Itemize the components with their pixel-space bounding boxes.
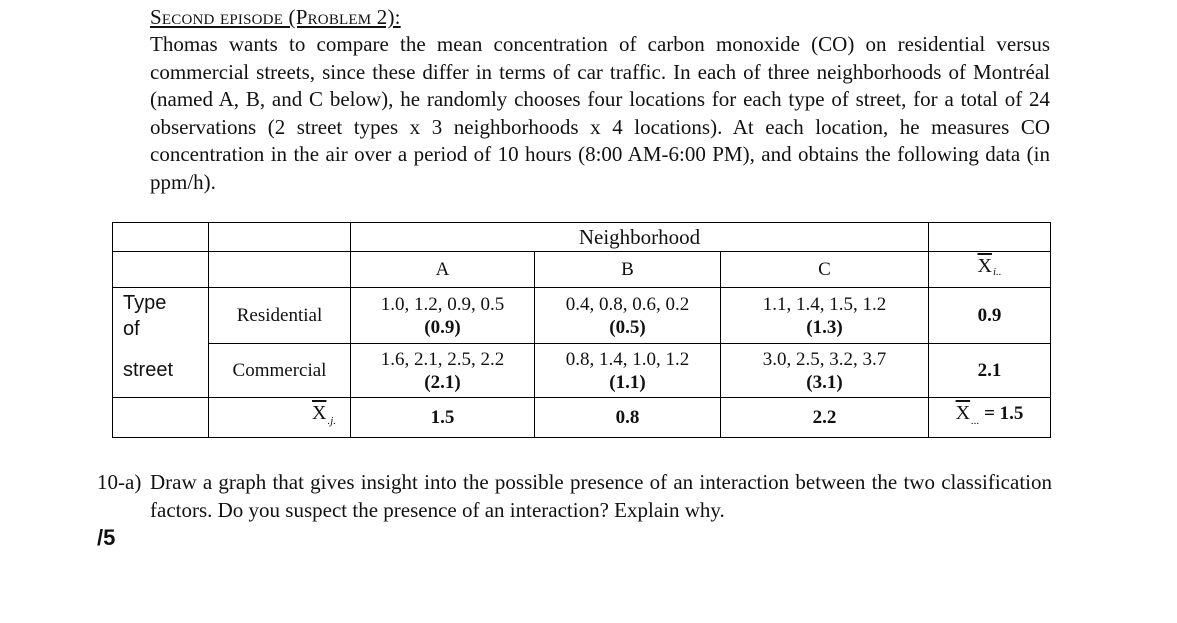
question-text: Draw a graph that gives insight into the possible presence of an interaction between the two classification factors. Do you suspect the presence of an interaction? Explain why. [150, 470, 1052, 522]
problem-heading: Second episode (Problem 2): [150, 5, 401, 29]
row-label-commercial: Commercial [209, 344, 351, 398]
row-mean-subscript: i.. [992, 266, 1002, 278]
cell-commercial-a [351, 344, 535, 398]
column-header-c: C [721, 252, 929, 288]
column-mean-a: 1.5 [351, 398, 535, 438]
row-label-residential: Residential [209, 288, 351, 344]
row-mean-symbol: $\overline{X}$ [977, 255, 992, 277]
points-label: /5 [97, 525, 116, 550]
row-mean-residential: 0.9 [929, 288, 1051, 344]
column-mean-symbol: $\overline{X}$ [311, 402, 327, 424]
row-group-label-line1: Type [123, 291, 167, 314]
cell-commercial-b [535, 344, 721, 398]
cell-values: 3.0, 2.5, 3.2, 3.7 [762, 348, 887, 370]
cell-mean: (1.3) [806, 316, 843, 338]
question-10a [97, 468, 1052, 524]
cell-mean: (0.5) [609, 316, 646, 338]
row-group-label-line2: of [123, 317, 140, 340]
column-header-b: B [535, 252, 721, 288]
column-header-a: A [351, 252, 535, 288]
cell-values: 0.4, 0.8, 0.6, 0.2 [565, 293, 690, 315]
cell-mean: (0.9) [424, 316, 461, 338]
grand-mean-value: = 1.5 [984, 403, 1024, 424]
question-number: 10-a) [97, 470, 142, 494]
cell-residential-c [721, 288, 929, 344]
problem-statement: Thomas wants to compare the mean concentration of carbon monoxide (CO) on residential versus commercial streets, since these differ in terms of car traffic. In each of three neighborhoods of Montréal (named A, B, and C below), he randomly chooses four locations for each type of street, for a total of 24 observations (2 street types x 3 neighborhoods x 4 locations). At each location, he measures CO concentration in the air over a period of 10 hours (8:00 AM-6:00 PM), and obtains the following data (in ppm/h). [150, 32, 1050, 194]
grand-mean-symbol: $\overline{X}$ [955, 402, 971, 424]
grand-mean-subscript: ... [971, 415, 980, 427]
cell-mean: (1.1) [609, 371, 646, 393]
row-group-label-top [113, 288, 209, 344]
column-mean-b: 0.8 [535, 398, 721, 438]
co-data-table [112, 222, 1051, 438]
row-mean-header [929, 252, 1051, 288]
cell-values: 1.1, 1.4, 1.5, 1.2 [762, 293, 887, 315]
cell-values: 0.8, 1.4, 1.0, 1.2 [565, 348, 690, 370]
row-group-label-bottom: street [113, 344, 209, 398]
column-mean-subscript: .j. [327, 415, 336, 427]
cell-residential-a [351, 288, 535, 344]
column-mean-c: 2.2 [721, 398, 929, 438]
cell-residential-b [535, 288, 721, 344]
cell-mean: (3.1) [806, 371, 843, 393]
cell-mean: (2.1) [424, 371, 461, 393]
cell-values: 1.6, 2.1, 2.5, 2.2 [380, 348, 505, 370]
cell-values: 1.0, 1.2, 0.9, 0.5 [380, 293, 505, 315]
column-mean-label [209, 398, 351, 438]
neighborhood-header: Neighborhood [351, 223, 929, 252]
grand-mean-cell [929, 398, 1051, 438]
cell-commercial-c [721, 344, 929, 398]
row-mean-commercial: 2.1 [929, 344, 1051, 398]
